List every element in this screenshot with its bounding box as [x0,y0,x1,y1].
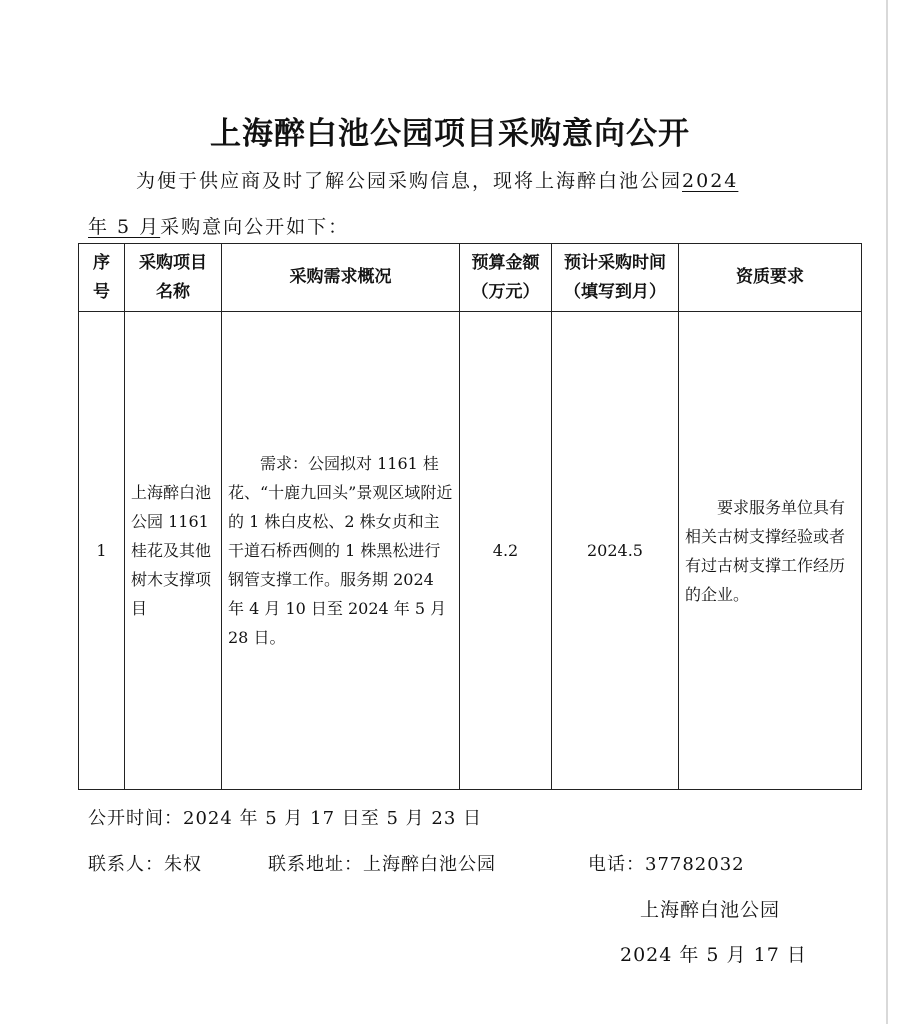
cell-index: 1 [79,312,125,790]
cell-project-name: 上海醉白池公园 1161 桂花及其他树木支撑项目 [125,312,222,790]
document-title: 上海醉白池公园项目采购意向公开 [210,116,690,152]
header-time: 预计采购时间 （填写到月） [552,244,679,312]
intro-line-2 [88,212,349,239]
cell-budget: 4.2 [460,312,552,790]
table-row [79,312,862,790]
intro-text: 为便于供应商及时了解公园采购信息，现将上海醉白池公园 [136,170,683,192]
header-budget: 预算金额 （万元） [460,244,552,312]
header-index: 序 号 [79,244,125,312]
table-header-row [79,244,862,312]
header-description: 采购需求概况 [222,244,460,312]
signature-date: 2024 年 5 月 17 日 [620,944,807,966]
contact-person: 联系人：朱权 [88,854,202,875]
cell-description: 需求：公园拟对 1161 桂花、“十鹿九回头”景观区域附近的 1 株白皮松、2 株女贞和主干道石桥西侧的 1 株黑松进行钢管支撑工作。服务期 2024 年 4 月 10 日至 2024 年 5 月 28 日。 [222,312,460,790]
intro-year: 2024 [682,170,739,192]
intro-month: 年 5 月 [88,216,161,238]
cell-time: 2024.5 [552,312,679,790]
intro-line-1 [136,166,738,193]
contact-phone: 电话：37782032 [588,854,745,875]
intro-text-2: 采购意向公开如下： [160,216,350,238]
signature-organization: 上海醉白池公园 [640,899,781,921]
publish-time: 公开时间：2024 年 5 月 17 日至 5 月 23 日 [88,808,483,829]
header-project-name: 采购项目 名称 [125,244,222,312]
header-qualification: 资质要求 [679,244,862,312]
cell-qualification: 要求服务单位具有相关古树支撑经验或者有过古树支撑工作经历的企业。 [679,312,862,790]
procurement-table [78,243,862,790]
contact-address: 联系地址：上海醉白池公园 [268,854,496,875]
